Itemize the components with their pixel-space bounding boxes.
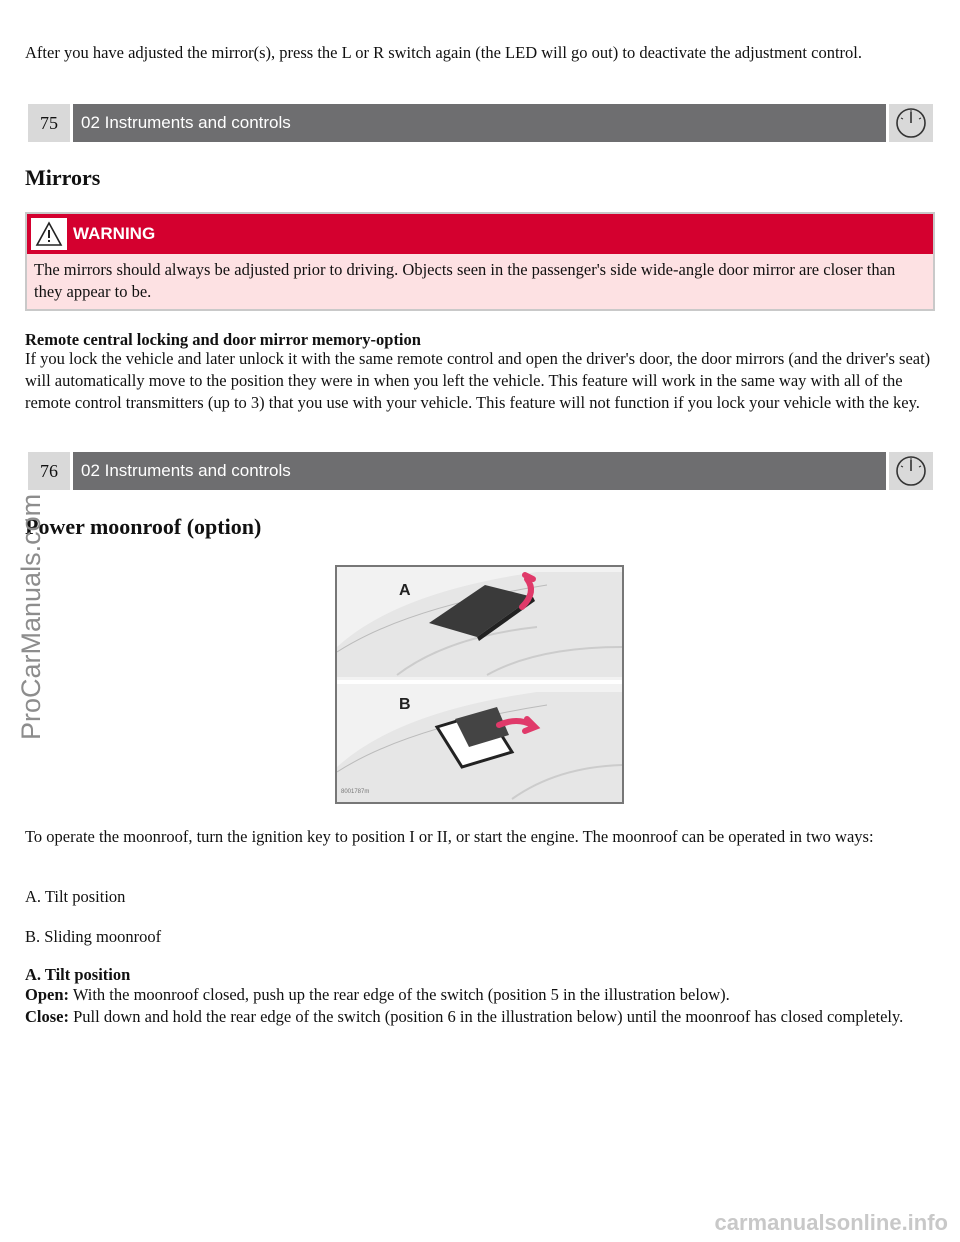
gauge-icon	[889, 104, 933, 142]
gauge-icon	[889, 452, 933, 490]
warning-header	[27, 214, 933, 254]
intro-paragraph: After you have adjusted the mirror(s), press the L or R switch again (the LED will go out) to deactivate the adjustment control.	[25, 43, 862, 62]
warning-box	[25, 212, 935, 311]
operate-paragraph: To operate the moonroof, turn the ignition key to position I or II, or start the engine. The moonroof can be operated in two ways:	[25, 827, 874, 846]
tilt-heading: A. Tilt position	[25, 965, 131, 984]
section-title-moonroof: Power moonroof (option)	[25, 514, 262, 539]
way-b: B. Sliding moonroof	[25, 927, 162, 946]
label-b: B	[399, 696, 411, 713]
tilt-close: Close: Pull down and hold the rear edge of the switch (position 6 in the illustration below) until the moonroof has closed completely.	[25, 1007, 904, 1026]
page-number: 75	[28, 104, 70, 142]
chapter-title: 02 Instruments and controls	[73, 104, 886, 142]
tilt-open: Open: With the moonroof closed, push up the rear edge of the switch (position 5 in the illustration below).	[25, 985, 730, 1004]
warning-triangle-icon	[31, 218, 67, 250]
watermark-text: ProCarManuals.com	[16, 493, 46, 740]
section-title-mirrors: Mirrors	[25, 165, 101, 190]
warning-text: The mirrors should always be adjusted prior to driving. Objects seen in the passenger's side wide-angle door mirror are closer than they appear to be.	[34, 260, 896, 301]
footer-watermark: carmanualsonline.info	[714, 1210, 948, 1235]
label-a: A	[399, 582, 411, 599]
moonroof-illustration	[335, 565, 624, 804]
chapter-bar-76	[28, 452, 933, 490]
remote-heading: Remote central locking and door mirror memory-option	[25, 330, 421, 349]
chapter-bar-75	[28, 104, 933, 142]
way-a: A. Tilt position	[25, 887, 126, 906]
chapter-title: 02 Instruments and controls	[73, 452, 886, 490]
warning-label: WARNING	[73, 224, 156, 243]
remote-paragraph: If you lock the vehicle and later unlock it with the same remote control and open the driver's door, the door mirrors (and the driver's seat) will automatically move to the position they were in when you left the vehicle. This feature will work in the same way with all of the remote control transmitters (up to 3) that you use with your vehicle. This feature will not function if you lock your vehicle with the key.	[25, 349, 931, 412]
page-number: 76	[28, 452, 70, 490]
figure-code: 8001787m	[341, 789, 370, 795]
